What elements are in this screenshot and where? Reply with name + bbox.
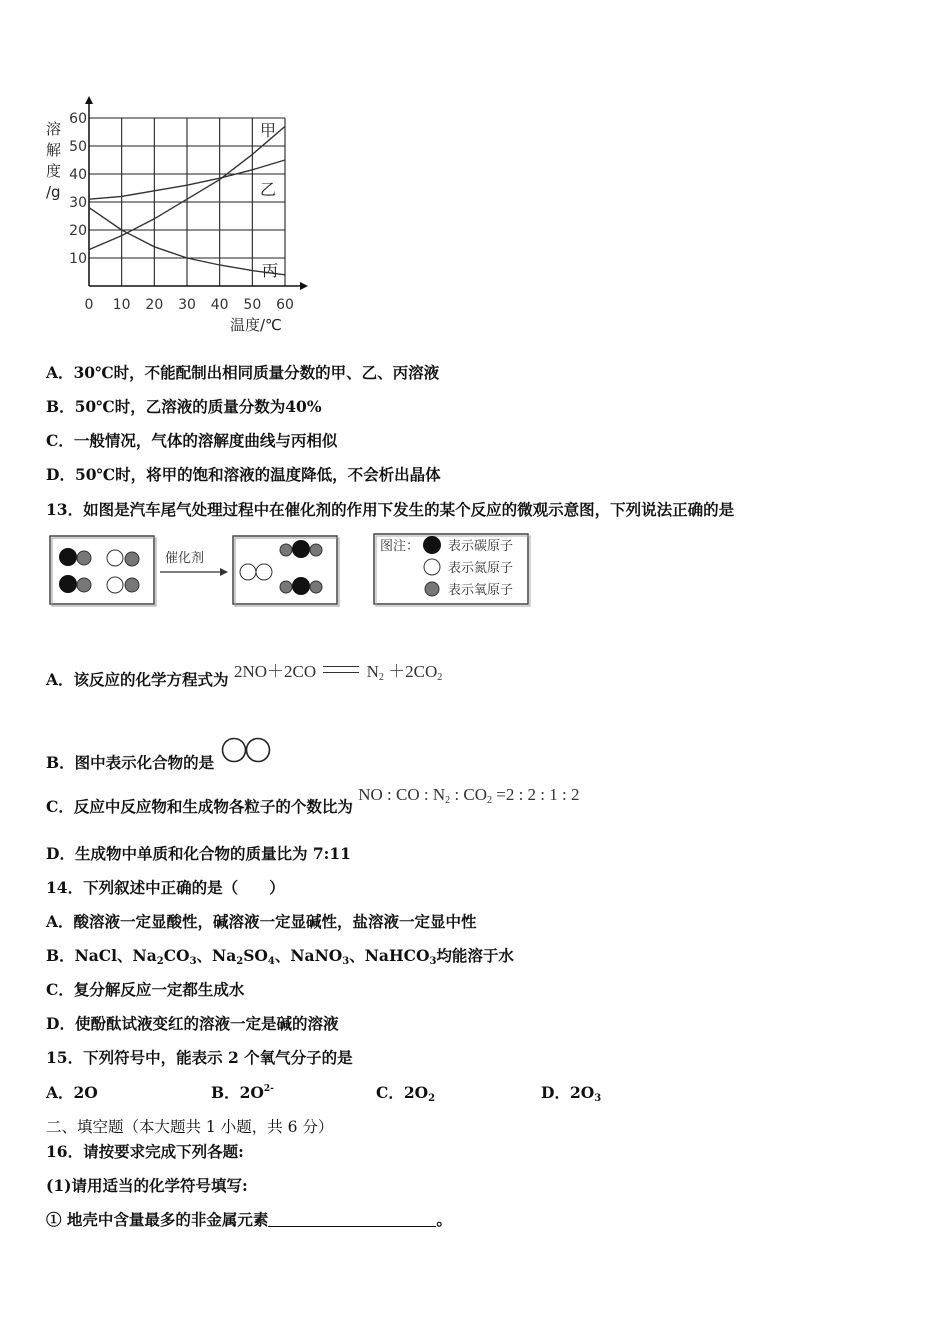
equation: 2NO＋2CO $N_2 +2CO_2$ (233, 662, 443, 683)
q16-stem: 16．请按要求完成下列各题: (46, 1142, 244, 1161)
legend-title: 图注： (380, 539, 420, 554)
x-tick-label: 20 (145, 297, 164, 313)
equals-sign (323, 666, 359, 673)
co2-molecule (280, 577, 322, 595)
y-tick-label: 50 (69, 139, 87, 155)
y-tick-label: 20 (69, 223, 87, 239)
no-molecule (107, 577, 139, 593)
legend-carbon: 表示碳原子 (448, 539, 514, 554)
y-tick-label: 60 (69, 111, 87, 127)
x-tick-label: 0 (84, 297, 94, 313)
q14-option-d: D．使酚酞试液变红的溶液一定是碱的溶液 (46, 1014, 339, 1033)
q14-option-a: A．酸溶液一定显酸性，碱溶液一定显碱性，盐溶液一定显中性 (46, 912, 477, 931)
co-molecule (59, 548, 91, 566)
carbon-atom-icon (423, 536, 441, 554)
series-label: 乙 (260, 180, 277, 199)
q15-option-c: C．$2O_2$ (376, 1083, 436, 1104)
answer-blank[interactable] (268, 1212, 436, 1227)
y-tick-label: 30 (69, 195, 87, 211)
q12-option-c: C．一般情况，气体的溶解度曲线与丙相似 (46, 431, 338, 450)
n2-molecule-icon (220, 736, 274, 766)
q14-option-b: B．NaCl、$Na_2CO_3$、$Na_2SO_4$、NaNO$_3$、NaHCO$_3$均能溶于水 (46, 946, 514, 967)
chart-ticks (69, 111, 294, 313)
x-tick-label: 40 (210, 297, 229, 313)
y-tick-label: 10 (69, 251, 87, 267)
y-axis-arrow-icon (85, 96, 93, 104)
co-molecule (59, 575, 91, 593)
no-molecule (107, 550, 139, 566)
oxygen-atom-icon (425, 582, 439, 596)
q13-stem: 13．如图是汽车尾气处理过程中在催化剂的作用下发生的某个反应的微观示意图，下列说法正确的是 (46, 500, 735, 519)
q15-stem: 15．下列符号中，能表示 2 个氧气分子的是 (46, 1048, 353, 1067)
chart-ylabel (46, 120, 61, 201)
y-label-char: 溶 (46, 120, 62, 138)
chart-xlabel: 温度/℃ (230, 316, 282, 334)
q13-option-a: A．该反应的化学方程式为 2NO＋2CO $N_2 +2CO_2$ (46, 662, 443, 689)
q14-option-c: C．复分解反应一定都生成水 (46, 980, 245, 999)
catalyst-label: 催化剂 (165, 551, 205, 566)
q13-option-d: D．生成物中单质和化合物的质量比为 7:11 (46, 844, 351, 863)
q12-option-a: A．30℃时，不能配制出相同质量分数的甲、乙、丙溶液 (46, 363, 440, 382)
q14-stem: 14．下列叙述中正确的是（ ） (46, 878, 285, 897)
x-axis-arrow-icon (300, 282, 308, 290)
x-tick-label: 50 (243, 297, 262, 313)
nitrogen-atom-icon (424, 559, 440, 575)
q15-option-a: A．2O (46, 1083, 98, 1102)
q15-option-d: D．$2O_3$ (541, 1083, 602, 1104)
q13-option-b: B．图中表示化合物的是 (46, 736, 274, 773)
legend-nitrogen: 表示氮原子 (448, 561, 514, 576)
n2-molecule (240, 564, 272, 580)
x-tick-label: 10 (112, 297, 131, 313)
q12-option-d: D．50℃时，将甲的饱和溶液的温度降低，不会析出晶体 (46, 465, 441, 484)
x-tick-label: 60 (276, 297, 294, 313)
q16-item1: ① 地壳中含量最多的非金属元素 。 (46, 1210, 452, 1229)
solubility-chart (40, 92, 320, 342)
series-label: 丙 (262, 261, 279, 280)
y-tick-label: 40 (69, 167, 87, 183)
q15-option-b: B．$2O^{2-}$ (211, 1083, 274, 1102)
q13-option-c: C．反应中反应物和生成物各粒子的个数比为 NO : CO : $N_2$ : $CO_2 =2$ : 2 : 1 : 2 (46, 785, 580, 816)
reaction-diagram (44, 530, 544, 612)
y-label-char: 解 (46, 141, 62, 159)
x-tick-label: 30 (178, 297, 196, 313)
y-label-char: /g (46, 183, 61, 201)
y-label-char: 度 (46, 162, 62, 180)
arrow-head-icon (220, 568, 228, 576)
q16-part1: (1)请用适当的化学符号填写: (46, 1176, 248, 1195)
series-label: 甲 (260, 121, 277, 140)
ratio-expression: NO : CO : $N_2$ : $CO_2 =2$ : 2 : 1 : 2 (358, 785, 580, 806)
section-title: 二、填空题（本大题共 1 小题，共 6 分） (46, 1118, 334, 1136)
q12-option-b: B．50℃时，乙溶液的质量分数为40% (46, 397, 322, 416)
legend-oxygen: 表示氧原子 (448, 583, 514, 598)
co2-molecule (280, 540, 322, 558)
